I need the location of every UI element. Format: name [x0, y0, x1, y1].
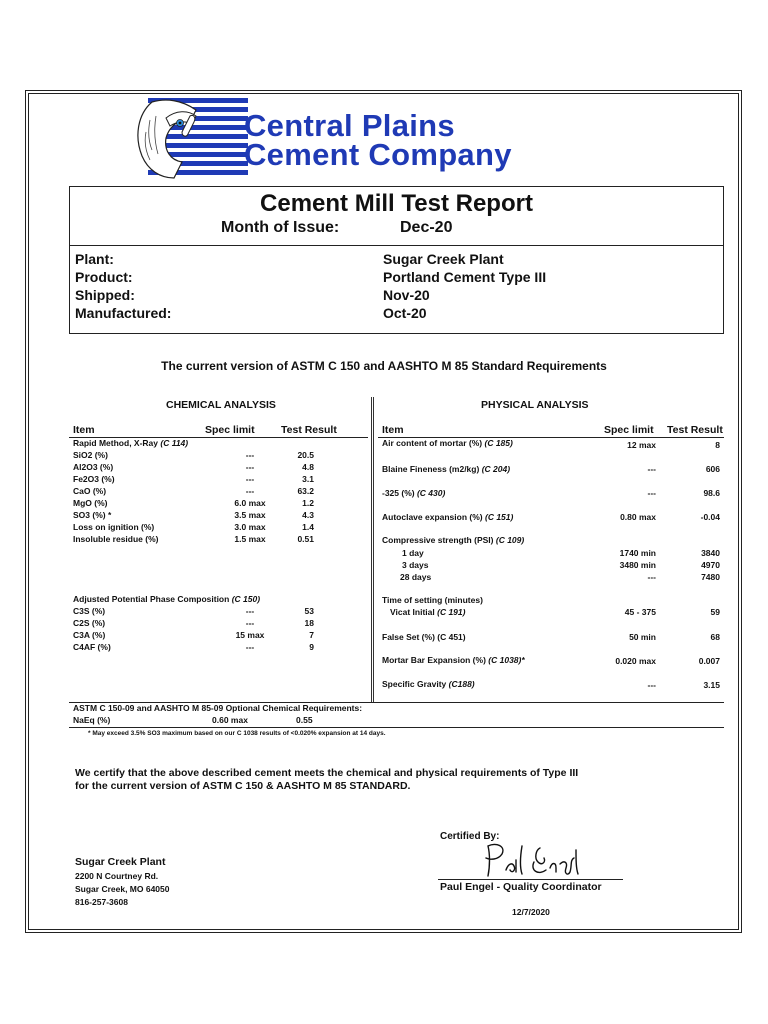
phys-header-spec: Spec limit	[604, 424, 654, 436]
setting-time-item: Time of setting (minutes)	[382, 595, 483, 605]
air-content-spec: 12 max	[627, 440, 656, 450]
chem-result: 4.8	[302, 462, 314, 472]
chem-spec: 1.5 max	[234, 534, 266, 544]
naeq-spec: 0.60 max	[212, 715, 248, 725]
phys-header-result: Test Result	[667, 424, 723, 436]
naeq-result: 0.55	[296, 715, 313, 725]
chem-item: SO3 (%) *	[73, 510, 112, 520]
optional-title: ASTM C 150-09 and AASHTO M 85-09 Optional Chemical Requirements:	[73, 703, 363, 713]
compressive-age: 1 day	[402, 548, 424, 558]
chem-result: 4.3	[302, 510, 314, 520]
certified-by-label: Certified By:	[440, 831, 500, 842]
sieve-result: 98.6	[703, 488, 720, 498]
autoclave-item: Autoclave expansion (%) (C 151)	[382, 512, 514, 522]
manufactured-value: Oct-20	[383, 305, 427, 321]
handwritten-signature	[480, 840, 590, 880]
phase-spec: 15 max	[235, 630, 265, 640]
plant-label: Plant:	[75, 251, 114, 267]
sieve-spec: ---	[647, 488, 656, 498]
plant-address-street: 2200 N Courtney Rd.	[75, 871, 159, 881]
signature-date: 12/7/2020	[512, 907, 550, 917]
month-of-issue-label: Month of Issue:	[221, 219, 340, 236]
company-name-line2: Cement Company	[244, 137, 512, 172]
plant-address-phone: 816-257-3608	[75, 897, 128, 907]
phase-spec: ---	[245, 642, 255, 652]
plant-value: Sugar Creek Plant	[383, 251, 504, 267]
compressive-result: 4970	[701, 560, 720, 570]
compressive-spec: 1740 min	[619, 548, 656, 558]
phase-composition-title: Adjusted Potential Phase Composition (C 150)	[73, 594, 261, 604]
column-divider	[371, 397, 374, 702]
mortar-bar-result: 0.007	[698, 656, 720, 666]
phys-header-item: Item	[382, 424, 404, 436]
chem-item: Al2O3 (%)	[73, 462, 114, 472]
phase-result: 7	[309, 630, 314, 640]
specific-gravity-result: 3.15	[703, 680, 720, 690]
chem-item: MgO (%)	[73, 498, 108, 508]
optional-rule-bottom	[69, 727, 724, 728]
mortar-bar-item: Mortar Bar Expansion (%) (C 1038)*	[382, 655, 525, 665]
header-divider	[69, 245, 724, 246]
chem-spec: ---	[245, 450, 255, 460]
phase-item: C2S (%)	[73, 618, 106, 628]
phase-item: C3S (%)	[73, 606, 106, 616]
blaine-item: Blaine Fineness (m2/kg) (C 204)	[382, 464, 511, 474]
phase-result: 9	[309, 642, 314, 652]
chem-spec: 6.0 max	[234, 498, 266, 508]
shipped-label: Shipped:	[75, 287, 135, 303]
product-value: Portland Cement Type III	[383, 269, 547, 285]
chem-header-result: Test Result	[281, 424, 337, 436]
blaine-spec: ---	[647, 464, 656, 474]
naeq-item: NaEq (%)	[73, 715, 111, 725]
air-content-result: 8	[715, 440, 720, 450]
chem-item: SiO2 (%)	[73, 450, 108, 460]
chem-item: Fe2O3 (%)	[73, 474, 115, 484]
chem-header-spec: Spec limit	[205, 424, 255, 436]
chem-spec: ---	[245, 486, 255, 496]
autoclave-spec: 0.80 max	[620, 512, 656, 522]
compressive-spec: ---	[647, 572, 656, 582]
false-set-spec: 50 min	[629, 632, 656, 642]
compressive-result: 7480	[701, 572, 720, 582]
phase-result: 18	[304, 618, 314, 628]
compressive-result: 3840	[701, 548, 720, 558]
report-title: Cement Mill Test Report	[260, 190, 533, 217]
phase-result: 53	[304, 606, 314, 616]
compressive-age: 28 days	[400, 572, 432, 582]
chem-result: 0.51	[297, 534, 314, 544]
phase-item: C3A (%)	[73, 630, 106, 640]
shipped-value: Nov-20	[383, 287, 430, 303]
vicat-result: 59	[710, 607, 720, 617]
false-set-result: 68	[710, 632, 720, 642]
vicat-spec: 45 - 375	[624, 607, 656, 617]
sieve-item: -325 (%) (C 430)	[382, 488, 446, 498]
certification-line-2: for the current version of ASTM C 150 & AASHTO M 85 STANDARD.	[75, 780, 411, 792]
chem-result: 1.2	[302, 498, 314, 508]
mortar-bar-spec: 0.020 max	[615, 656, 656, 666]
signature-line	[438, 879, 623, 880]
chem-spec: ---	[245, 462, 255, 472]
signer-name: Paul Engel - Quality Coordinator	[440, 881, 602, 893]
chem-method: Rapid Method, X-Ray (C 114)	[73, 438, 189, 448]
plant-address-city: Sugar Creek, MO 64050	[75, 884, 170, 894]
chem-item: CaO (%)	[73, 486, 107, 496]
so3-footnote: * May exceed 3.5% SO3 maximum based on our C 1038 results of <0.020% expansion at 14 days.	[88, 730, 386, 737]
chem-result: 1.4	[302, 522, 314, 532]
compressive-age: 3 days	[402, 560, 429, 570]
chem-item: Loss on ignition (%)	[73, 522, 155, 532]
manufactured-label: Manufactured:	[75, 305, 172, 321]
false-set-item: False Set (%) (C 451)	[382, 632, 466, 642]
phase-spec: ---	[245, 606, 255, 616]
month-of-issue-value: Dec-20	[400, 219, 453, 236]
air-content-item: Air content of mortar (%) (C 185)	[382, 438, 513, 448]
phase-spec: ---	[245, 618, 255, 628]
chem-result: 63.2	[297, 486, 314, 496]
chem-item: Insoluble residue (%)	[73, 534, 159, 544]
product-label: Product:	[75, 269, 133, 285]
chem-result: 20.5	[297, 450, 314, 460]
specific-gravity-item: Specific Gravity (C188)	[382, 679, 475, 689]
vicat-item: Vicat Initial (C 191)	[390, 607, 466, 617]
standard-requirements-line: The current version of ASTM C 150 and AASHTO M 85 Standard Requirements	[161, 359, 607, 373]
chem-spec: 3.5 max	[234, 510, 266, 520]
certification-line-1: We certify that the above described cement meets the chemical and physical requirements of Type III	[75, 767, 579, 779]
phase-item: C4AF (%)	[73, 642, 111, 652]
chemical-analysis-title: CHEMICAL ANALYSIS	[166, 399, 276, 411]
chem-header-item: Item	[73, 424, 95, 436]
compressive-spec: 3480 min	[619, 560, 656, 570]
compressive-item: Compressive strength (PSI) (C 109)	[382, 535, 525, 545]
chem-spec: 3.0 max	[234, 522, 266, 532]
company-name-line1: Central Plains	[244, 108, 455, 143]
autoclave-result: -0.04	[700, 512, 720, 522]
blaine-result: 606	[705, 464, 720, 474]
specific-gravity-spec: ---	[647, 680, 656, 690]
chem-result: 3.1	[302, 474, 314, 484]
chem-spec: ---	[245, 474, 255, 484]
physical-analysis-title: PHYSICAL ANALYSIS	[481, 399, 589, 411]
plant-address-name: Sugar Creek Plant	[75, 856, 166, 868]
eagle-head-logo	[130, 96, 250, 180]
